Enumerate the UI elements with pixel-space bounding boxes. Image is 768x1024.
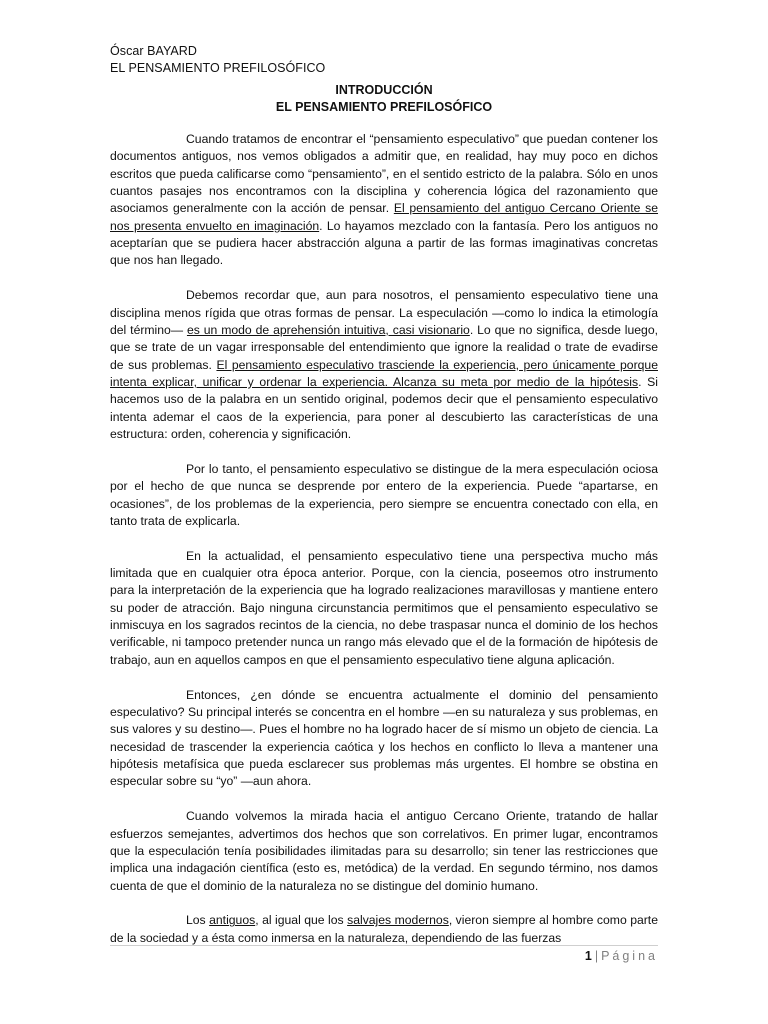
text-run: Debemos recordar que, aun para nosotros, el pensamiento especulativo tiene una disciplina menos rígida que otras formas de pensar. La especulación —como lo indica la etimología del término— bbox=[110, 288, 658, 337]
body-paragraph bbox=[110, 287, 658, 443]
underlined-text: salvajes modernos bbox=[347, 913, 449, 928]
body-paragraph bbox=[110, 131, 658, 270]
footer-divider bbox=[110, 945, 658, 946]
page-footer bbox=[585, 948, 658, 965]
text-run: , vieron siempre al hombre como parte de la sociedad y a ésta como inmersa en la naturaleza, dependiendo de las fuerzas bbox=[110, 913, 658, 945]
document-body bbox=[110, 131, 658, 965]
chapter-title bbox=[110, 82, 658, 116]
text-run: . Lo hayamos mezclado con la fantasía. Pero los antiguos no aceptarían que se pudiera hacer abstracción alguna a partir de las formas imaginativas concretas que nos han llegado. bbox=[110, 218, 658, 268]
chapter-title-line-1: INTRODUCCIÓN bbox=[335, 83, 433, 97]
underlined-text: El pensamiento del antiguo Cercano Oriente se nos presenta envuelto en imaginación bbox=[110, 201, 659, 233]
text-run: Cuando volvemos la mirada hacia el antiguo Cercano Oriente, tratando de hallar esfuerzos semejantes, advertimos dos hechos que son correlativos. En primer lugar, encontramos que la especulación tenía posibilidades ilimitadas para su desarrollo; sin tener las restricciones que implica una indagación científica (esto es, metódica) de la verdad. En segundo término, nos damos cuenta de que el dominio de la naturaleza no se distingue del dominio humano. bbox=[110, 809, 658, 893]
text-run: Cuando tratamos de encontrar el “pensamiento especulativo” que puedan contener los documentos antiguos, nos vemos obligados a admitir que, en realidad, hay muy poco en dichos escritos que pueda calificarse como “pensamiento”, en el sentido estricto de la palabra. Sólo en unos cuantos pasajes nos encontramos con la disciplina y coherencia lógica del razonamiento que asociamos generalmente con la acción de pensar. bbox=[110, 132, 658, 216]
text-run: , al igual que los bbox=[255, 913, 348, 928]
page-number: 1 bbox=[584, 949, 592, 963]
text-run: En la actualidad, el pensamiento especulativo tiene una perspectiva mucho más limitada que en cualquier otra época anterior. Porque, con la ciencia, poseemos otro instrumento para la interpretación de la experiencia que ha logrado realizaciones maravillosas y mantiene entero su poder de atracción. Bajo ninguna circunstancia permitimos que el pensamiento especulativo se inmiscuya en los sagrados recintos de la ciencia, no debe traspasar nunca el dominio de los hechos verificable, ni tampoco pretender nunca un rango más elevado que el de la formación de hipótesis de trabajo, aun en aquellos campos en que el pensamiento especulativo tiene alguna aplicación. bbox=[110, 548, 658, 667]
body-paragraph bbox=[110, 808, 658, 895]
underlined-text: El pensamiento especulativo trasciende la experiencia, pero únicamente porque intenta explicar, unificar y ordenar la experiencia. Alcanza su meta por medio de la hipótesis bbox=[110, 357, 658, 389]
text-run: Por lo tanto, el pensamiento especulativo se distingue de la mera especulación ociosa por el hecho de que nunca se desprende por entero de la experiencia. Puede “apartarse, en ocasiones”, de los problemas de la experiencia, pero siempre se encuentra conectado con ella, en tanto trata de explicarla. bbox=[110, 461, 658, 528]
chapter-title-line-2: EL PENSAMIENTO PREFILOSÓFICO bbox=[275, 100, 493, 114]
header-author: Óscar BAYARD bbox=[110, 44, 197, 58]
text-run: Los bbox=[186, 913, 210, 928]
body-paragraph bbox=[110, 548, 658, 669]
body-paragraph bbox=[110, 912, 658, 947]
page-label: Página bbox=[601, 949, 658, 963]
body-paragraph bbox=[110, 461, 658, 530]
header-work-title: EL PENSAMIENTO PREFILOSÓFICO bbox=[110, 61, 326, 75]
text-run: . Si hacemos uso de la palabra en un sentido original, podemos decir que el pensamiento especulativo intenta ademar el caos de la experiencia, para poner al descubierto las características de una estructura: orden, coherencia y significación. bbox=[110, 374, 659, 441]
footer-separator: | bbox=[594, 949, 599, 963]
text-run: . Lo que no significa, desde luego, que se trate de un vagar irresponsable del entendimiento que ignore la realidad o trate de evadirse de sus problemas. bbox=[110, 322, 658, 372]
underlined-text: antiguos bbox=[209, 913, 256, 928]
body-paragraph bbox=[110, 687, 658, 791]
underlined-text: es un modo de aprehensión intuitiva, casi visionario bbox=[186, 322, 470, 337]
text-run: Entonces, ¿en dónde se encuentra actualmente el dominio del pensamiento especulativo? Su principal interés se concentra en el hombre —en su naturaleza y sus problemas, en sus valores y su destino—. Pues el hombre no ha logrado hacer de sí mismo un objeto de ciencia. La necesidad de trascender la experiencia caótica y los hechos en conflicto lo lleva a mantener una hipótesis metafísica que pueda esclarecer sus problemas más urgentes. El hombre se obstina en especular sobre su “yo” —aun ahora. bbox=[110, 687, 658, 789]
